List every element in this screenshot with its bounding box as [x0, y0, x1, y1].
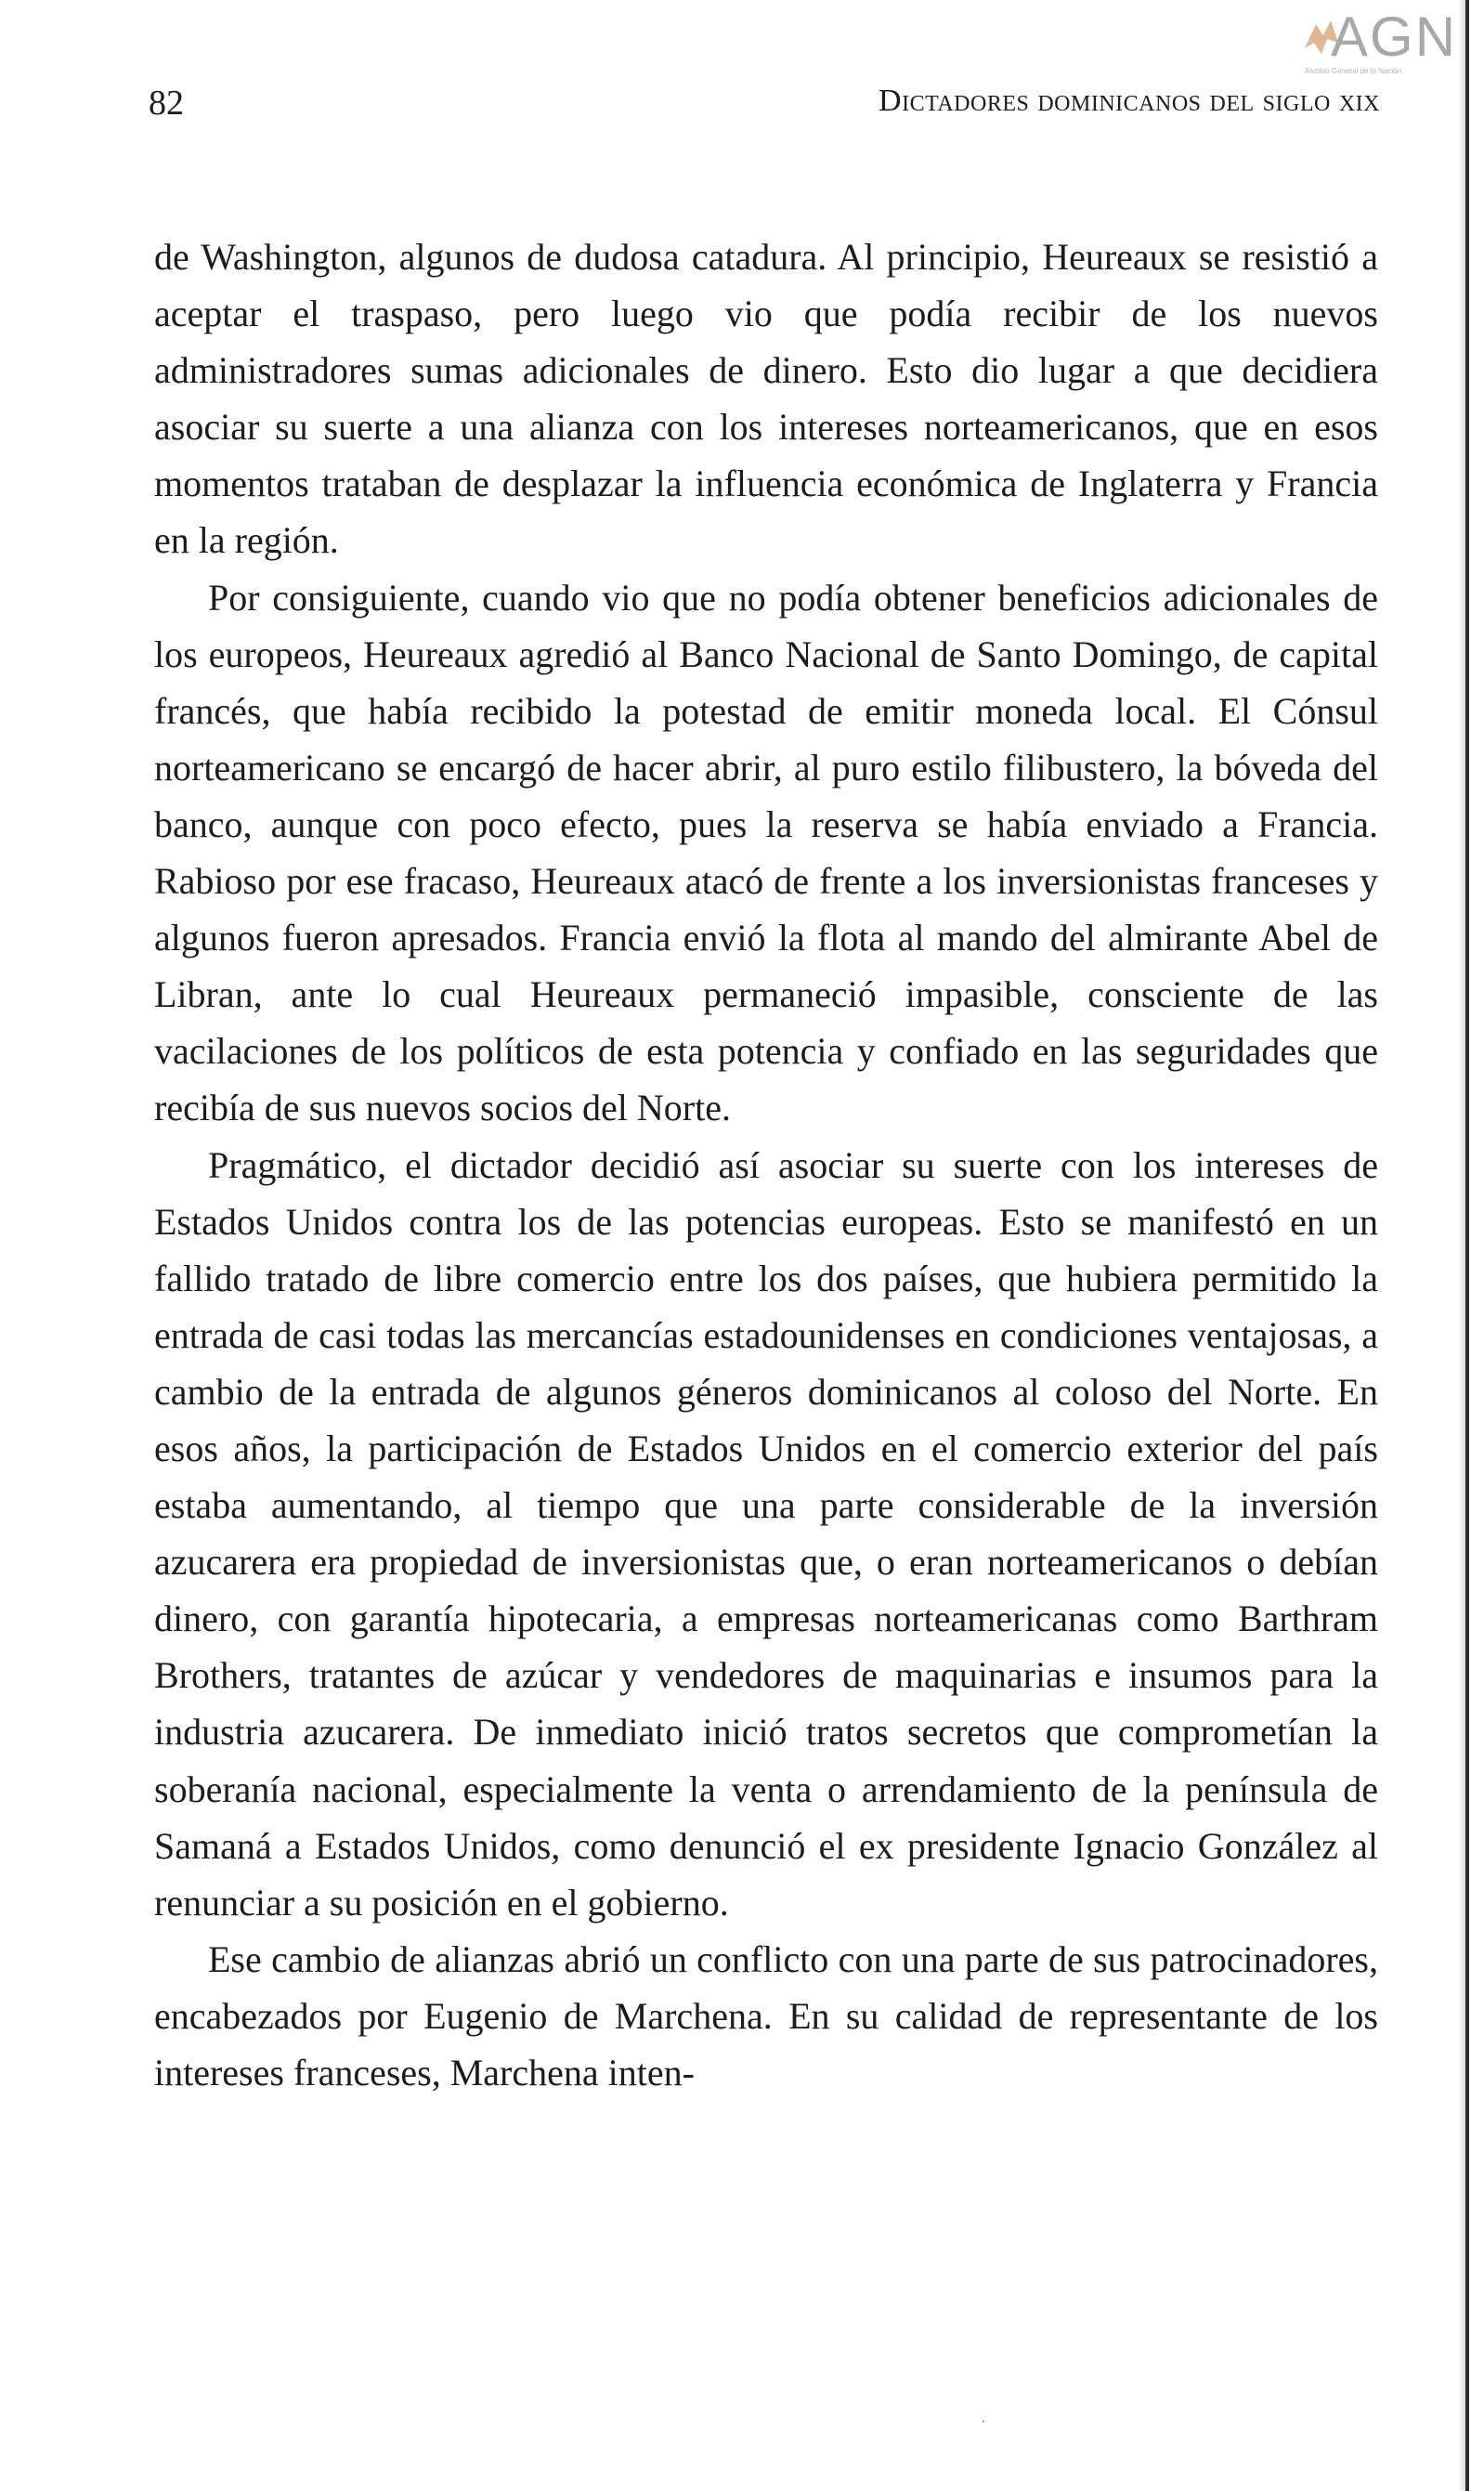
- paragraph-3: Pragmático, el dictador decidió así asociar su suerte con los intereses de Estados Unidos contra los de las potencias europeas. Esto se manifestó en un fallido tratado de libre comercio entre los dos países, que hubiera permitido la entrada de casi todas las mercancías estadounidenses en condiciones ventajosas, a cambio de la entrada de algunos géneros dominicanos al coloso del Norte. En esos años, la participación de Estados Unidos en el comercio exterior del país estaba aumentando, al tiempo que una parte considerable de la inversión azucarera era propiedad de inversionistas que, o eran norteamericanos o debían dinero, con garantía hipotecaria, a empresas norteamericanas como Barthram Brothers, tratantes de azúcar y vendedores de maquinarias e insumos para la industria azucarera. De inmediato inició tratos secretos que comprometían la soberanía nacional, especialmente la venta o arrendamiento de la península de Samaná a Estados Unidos, como denunció el ex presidente Ignacio González al renunciar a su posición en el gobierno.: [154, 1143, 1378, 1924]
- agn-logo: [1295, 7, 1472, 82]
- paragraph-2: Por consiguiente, cuando vio que no podía obtener beneficios adicionales de los europeos, Heureaux agredió al Banco Nacional de Santo Domingo, de capital francés, que había recibido la potestad de emitir moneda local. El Cónsul norteamericano se encargó de hacer abrir, al puro estilo filibustero, la bóveda del banco, aunque con poco efecto, pues la reserva se había enviado a Francia. Rabioso por ese fracaso, Heureaux atacó de frente a los inversionistas franceses y algunos fueron apresados. Francia envió la flota al mando del almirante Abel de Libran, ante lo cual Heureaux permaneció impasible, consciente de las vacilaciones de los políticos de esta potencia y confiado en las seguridades que recibía de sus nuevos socios del Norte.: [154, 576, 1378, 1129]
- running-title: Dictadores dominicanos del siglo xix: [879, 84, 1380, 118]
- page-edge-shadow: [1458, 0, 1465, 2491]
- logo-wordmark: AGN: [1331, 6, 1458, 68]
- logo-subtitle: Archivo General de la Nación: [1305, 67, 1402, 75]
- page-edge: [1465, 0, 1469, 2491]
- paragraph-4: Ese cambio de alianzas abrió un conflicto con una parte de sus patrocinadores, encabezados por Eugenio de Marchena. En su calidad de representante de los intereses franceses, Marchena inten-: [154, 1937, 1378, 2093]
- body-text: [154, 228, 1378, 2101]
- page-number: 82: [149, 84, 184, 123]
- scan-speck: [983, 2420, 984, 2422]
- paragraph-1: de Washington, algunos de dudosa catadura. Al principio, Heureaux se resistió a aceptar el traspaso, pero luego vio que podía recibir de los nuevos administradores sumas adicionales de dinero. Esto dio lugar a que decidiera asociar su suerte a una alianza con los intereses norteamericanos, que en esos momentos trataban de desplazar la influencia económica de Inglaterra y Francia en la región.: [154, 236, 1378, 562]
